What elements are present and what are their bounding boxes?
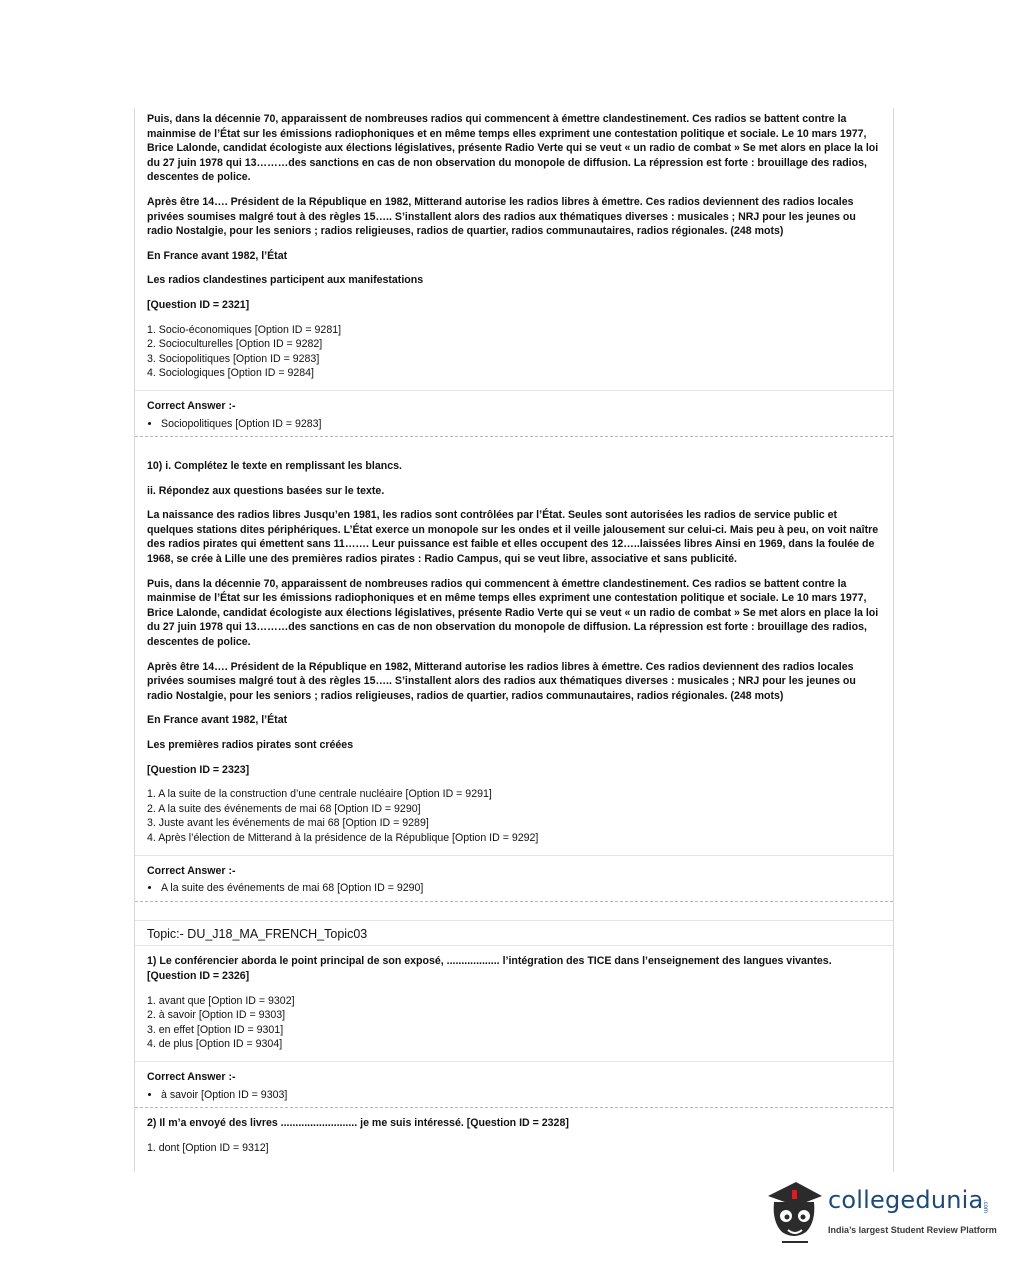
divider xyxy=(135,390,893,391)
divider xyxy=(135,945,893,946)
question-instruction: 10) i. Complétez le texte en remplissant les blancs. xyxy=(147,460,402,473)
passage-paragraph: Après être 14…. Président de la République en 1982, Mitterand autorise les radios libres à émettre. Ces radios deviennent des radios locales privées soumises malgré tout à des règles 15….. S’installent alors des radios aux thématiques diverses : musicales ; NRJ pour les jeunes ou radio Nostalgie, pour les seniors ; radios religieuses, radios de quartier, radios communautaires, radios régionales. (248 mots) xyxy=(147,195,856,238)
passage-paragraph: Puis, dans la décennie 70, apparaissent de nombreuses radios qui commencent à émettre clandestinement. Ces radios se battent contre la mainmise de l’État sur les émissions radiophoniques et en même temps elles expriment une contestation politique et sociale. Le 10 mars 1977, Brice Lalonde, candidat écologiste aux élections législatives, présente Radio Verte qui se veut « un radio de combat » Se met alors en place la loi du 27 juin 1978 qui 13………des sanctions en cas de non observation du monopole de diffusion. La répression est forte : brouillage des radios, descentes de police. xyxy=(147,113,879,184)
option-item: 3. Juste avant les événements de mai 68 [Option ID = 9289] xyxy=(147,817,429,830)
options-list xyxy=(147,1141,881,1156)
correct-answer-label: Correct Answer :- xyxy=(147,864,236,877)
mascot-icon xyxy=(762,1176,826,1252)
option-item: 4. Sociologiques [Option ID = 9284] xyxy=(147,367,314,380)
option-item: 3. en effet [Option ID = 9301] xyxy=(147,1023,284,1036)
correct-answer-label: Correct Answer :- xyxy=(147,399,236,412)
divider xyxy=(135,855,893,856)
correct-answer: • à savoir [Option ID = 9303] xyxy=(161,1088,881,1103)
correct-answer-label: Correct Answer :- xyxy=(147,1070,236,1083)
correct-answer: • Sociopolitiques [Option ID = 9283] xyxy=(161,417,881,432)
options-list xyxy=(147,323,881,381)
option-item: 1. dont [Option ID = 9312] xyxy=(147,1141,269,1154)
question-id: [Question ID = 2326] xyxy=(147,969,250,982)
options-list xyxy=(147,994,881,1052)
option-item: 2. A la suite des événements de mai 68 [Option ID = 9290] xyxy=(147,802,421,815)
passage-paragraph: Après être 14…. Président de la République en 1982, Mitterand autorise les radios libres à émettre. Ces radios deviennent des radios locales privées soumises malgré tout à des règles 15….. S’installent alors des radios aux thématiques diverses : musicales ; NRJ pour les jeunes ou radio Nostalgie, pour les seniors ; radios religieuses, radios de quartier, radios communautaires, radios régionales. (248 mots) xyxy=(147,660,856,702)
passage-paragraph: Puis, dans la décennie 70, apparaissent de nombreuses radios qui commencent à émettre clandestinement. Ces radios se battent contre la mainmise de l’État sur les émissions radiophoniques et en même temps elles expriment une contestation politique et sociale. Le 10 mars 1977, Brice Lalonde, candidat écologiste aux élections législatives, présente Radio Verte qui se veut « un radio de combat » Se met alors en place la loi du 27 juin 1978 qui 13………des sanctions en cas de non observation du monopole de diffusion. La répression est forte : brouillage des radios, descentes de police. xyxy=(147,577,879,649)
topic-title: Topic:- DU_J18_MA_FRENCH_Topic03 xyxy=(147,926,368,941)
question-statement: Les radios clandestines participent aux manifestations xyxy=(147,274,424,287)
option-item: 4. Après l’élection de Mitterand à la présidence de la République [Option ID = 9292] xyxy=(147,831,539,844)
document-page xyxy=(134,108,894,1172)
divider xyxy=(135,436,893,437)
divider xyxy=(135,901,893,902)
question-instruction: ii. Répondez aux questions basées sur le texte. xyxy=(147,484,385,497)
divider xyxy=(135,1061,893,1062)
question-text: 2) Il m’a envoyé des livres .......................... je me suis intéressé. [Question ID = 2328] xyxy=(147,1117,569,1130)
document-content xyxy=(135,108,893,1155)
option-item: 2. Socioculturelles [Option ID = 9282] xyxy=(147,338,323,351)
logo-wordmark: collegedunia xyxy=(828,1186,984,1214)
question-statement: Les premières radios pirates sont créées xyxy=(147,739,354,751)
question-prompt: En France avant 1982, l’État xyxy=(147,714,288,727)
divider xyxy=(135,1107,893,1108)
question-id: [Question ID = 2323] xyxy=(147,763,250,776)
option-item: 3. Sociopolitiques [Option ID = 9283] xyxy=(147,352,320,365)
question-prompt: En France avant 1982, l’État xyxy=(147,249,288,262)
collegedunia-logo xyxy=(762,1176,998,1252)
correct-answer: • A la suite des événements de mai 68 [Option ID = 9290] xyxy=(161,881,881,896)
option-item: 2. à savoir [Option ID = 9303] xyxy=(147,1009,286,1022)
correct-answer-list xyxy=(147,881,881,896)
correct-answer-list xyxy=(147,1088,881,1103)
option-item: 1. Socio-économiques [Option ID = 9281] xyxy=(147,323,342,336)
option-item: 4. de plus [Option ID = 9304] xyxy=(147,1038,283,1051)
option-item: 1. avant que [Option ID = 9302] xyxy=(147,994,295,1007)
logo-domain: .com xyxy=(982,1200,988,1214)
question-text: 1) Le conférencier aborda le point principal de son exposé, .................. l’intégration des TICE dans l’enseignement des langues vivantes. xyxy=(147,955,832,968)
logo-tagline: India’s largest Student Review Platform xyxy=(828,1225,997,1235)
correct-answer-list xyxy=(147,417,881,432)
option-item: 1. A la suite de la construction d’une centrale nucléaire [Option ID = 9291] xyxy=(147,788,492,801)
question-id: [Question ID = 2321] xyxy=(147,298,250,311)
options-list xyxy=(147,787,881,845)
passage-paragraph: La naissance des radios libres Jusqu’en 1981, les radios sont contrôlées par l’État. Seules sont autorisées les radios de service public et quelques stations dites périphériques. L’État exerce un monopole sur les ondes et il veille jalousement sur celui-ci. Mais peu à peu, on voit naître des radios pirates qui émettent sans 11……. Leur puissance est faible et elles occupent des 12…..laissées libres Ainsi en 1969, dans la foulée de 1968, se crée à Lille une des premières radios pirates : Radio Campus, qui se veut libre, associative et sans publicité. xyxy=(147,509,879,566)
